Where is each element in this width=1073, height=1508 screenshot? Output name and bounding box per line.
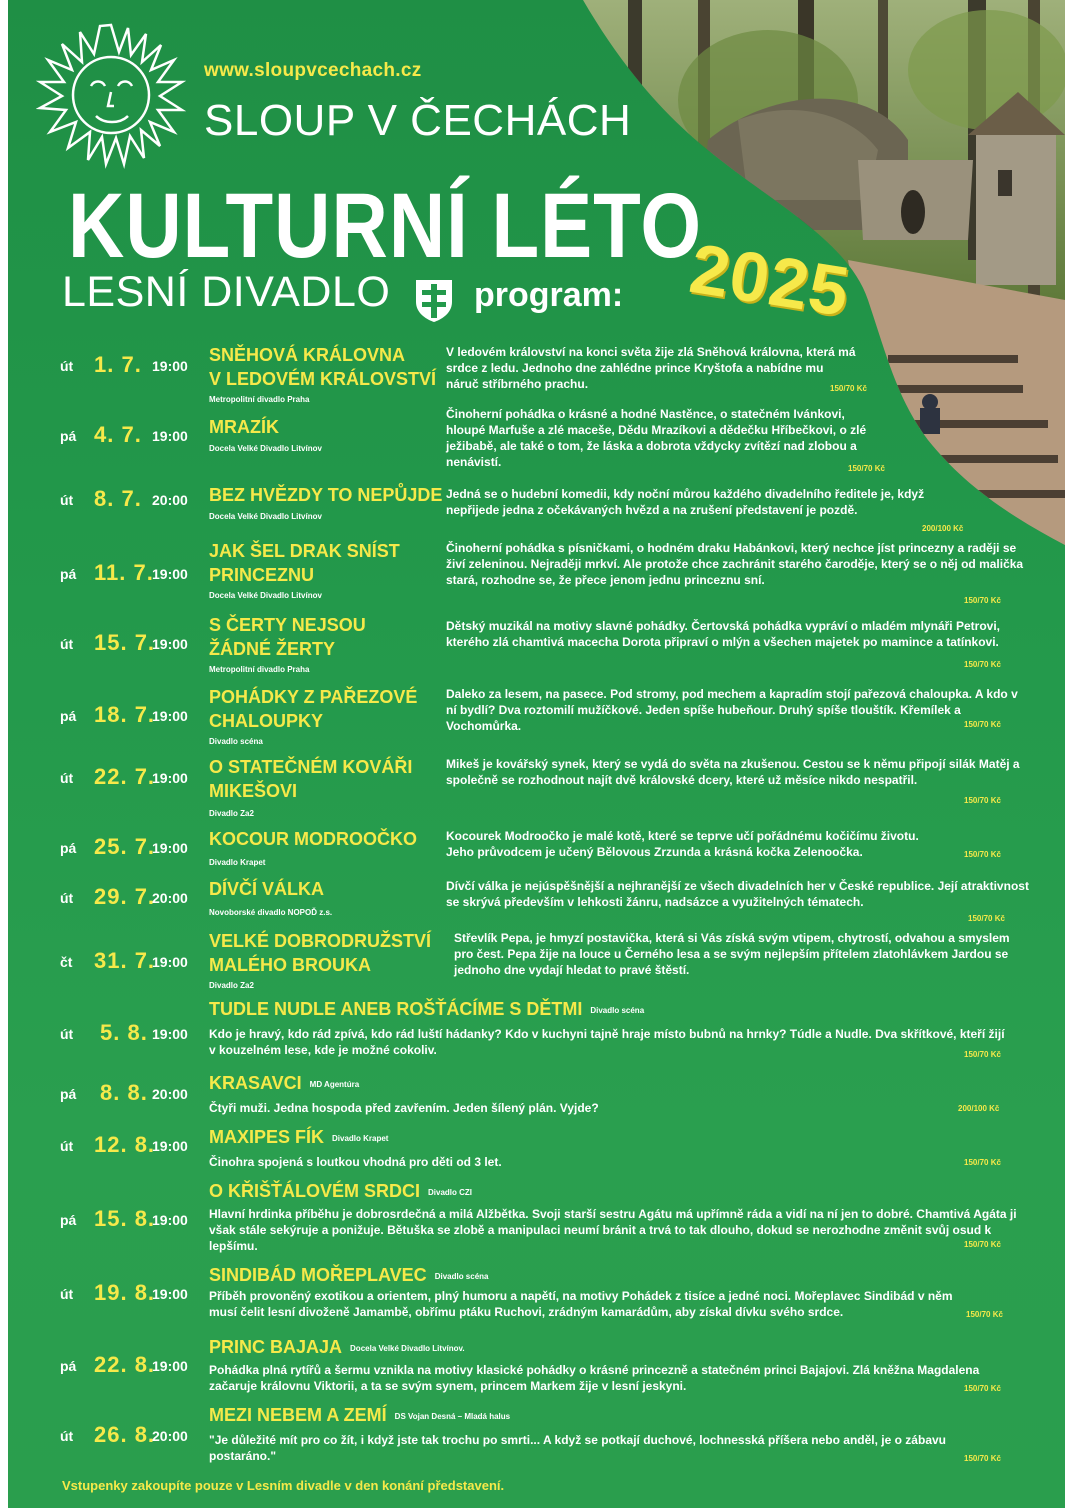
event-time: 19:00 [152, 1026, 188, 1042]
event-date: 19. 8. [94, 1280, 156, 1305]
event-description: Kocourek Modroočko je malé kotě, které se teprve učí pořádnému kočičímu životu. Jeho průvodcem je učený Bělovous Zrzunda a krásná kočka Zelenoočka. [446, 829, 919, 859]
event-day: út [60, 492, 74, 508]
event-day: pá [60, 428, 77, 444]
event-description: Mikeš je kovářský synek, který se vydá do světa na zkušenou. Cestou se k němu připojí silák Matěj a společně se rozhodnout najít dvě královské dcery, které už měsíce nikdo nespatřil. [446, 757, 1020, 787]
event-date: 11. 7. [94, 560, 154, 585]
event-time: 20:00 [152, 1428, 188, 1444]
event-date: 15. 7. [94, 630, 156, 655]
event-description: Příběh provoněný exotikou a orientem, plný humoru a napětí, na motivy Pohádek z tisíce a jedné noci. Mořeplavec Sindibád v něm musí čelit lesní divoženě Jamambě, obřímu ptáku Ruchovi, zrádným kamarádům, aby získal dívku svého srdce. [209, 1289, 953, 1319]
event-price: 200/100 Kč [958, 1104, 1000, 1113]
event-time: 19:00 [152, 954, 188, 970]
event-day: pá [60, 566, 77, 582]
event-date: 22. 7. [94, 764, 156, 789]
event-title: KRASAVCI MD Agentúra [209, 1073, 360, 1093]
event-price: 150/70 Kč [830, 384, 867, 393]
event-title: O STATEČNÉM KOVÁŘI [209, 757, 413, 777]
event-description: Jedná se o hudební komedii, kdy noční můrou každého divadelního ředitele je, když nepřijede jedna z očekávaných hvězd a na zrušení představení je pozdě. [446, 487, 925, 517]
event-day: pá [60, 1086, 77, 1102]
sun-face-icon [36, 20, 186, 170]
website-url[interactable]: www.sloupvcechach.cz [204, 60, 422, 81]
event-title: O KŘIŠŤÁLOVÉM SRDCI Divadlo CZI [209, 1181, 473, 1201]
event-date: 18. 7. [94, 702, 156, 727]
event-time: 20:00 [152, 492, 188, 508]
event-date: 8. 7. [94, 486, 142, 511]
poster [8, 0, 1065, 1508]
event-time: 19:00 [152, 1286, 188, 1302]
ticket-info-footer: Vstupenky zakoupíte pouze v Lesním divadle v den konání představení. [62, 1478, 505, 1493]
event-price: 150/70 Kč [964, 660, 1001, 669]
event-title: CHALOUPKY [209, 711, 324, 731]
event-price: 150/70 Kč [966, 1310, 1003, 1319]
event-description: Hlavní hrdinka příběhu je dobrosrdečná a milá Alžbětka. Svoji starší sestru Agátu má upřímně ráda a vidí na ní jen to dobré. Chamtivá Agáta ji však stále sekýruje a ponižuje. Bětuška se zlobě a manipulaci neumí bránit a trvá to tak dlouho, dokud se nerozhodne změnit svůj osud k lepšímu. [209, 1207, 1017, 1253]
event-price: 150/70 Kč [964, 1240, 1001, 1249]
event-company: Novoborské divadlo NOPOĎ z.s. [209, 908, 333, 917]
event-description: Pohádka plná rytířů a šermu vznikla na motivy klasické pohádky o krásné princezně a statečném princi Bajajovi. Zlá kněžna Magdalena začaruje královnu Viktorii, a ta se svým synem, princem Markem žije v lesní jeskyni. [209, 1363, 980, 1393]
event-title: MRAZÍK [209, 417, 279, 437]
page-title: KULTURNÍ LÉTO [68, 173, 703, 278]
event-day: pá [60, 1358, 77, 1374]
event-description: V ledovém království na konci světa žije zlá Sněhová královna, která má srdce z ledu. Jednoho dne zahlédne prince Kryštofa a nabídne mu náruč stříbrného prachu. [446, 345, 856, 391]
event-title: PRINCEZNU [209, 565, 315, 585]
event-price: 150/70 Kč [964, 1454, 1001, 1463]
event-price: 150/70 Kč [848, 464, 885, 473]
event-title: SNĚHOVÁ KRÁLOVNA [209, 345, 406, 365]
event-day: út [60, 1286, 74, 1302]
event-time: 19:00 [152, 1358, 188, 1374]
event-day: út [60, 1138, 74, 1154]
event-time: 19:00 [152, 636, 188, 652]
event-price: 150/70 Kč [964, 1050, 1001, 1059]
event-title: MIKEŠOVI [209, 781, 298, 801]
event-company: Divadlo Krapet [209, 858, 266, 867]
event-day: pá [60, 708, 77, 724]
event-company: Metropolitní divadlo Praha [209, 665, 310, 674]
event-time: 19:00 [152, 358, 188, 374]
event-day: út [60, 636, 74, 652]
event-date: 22. 8. [94, 1352, 156, 1377]
event-description: Kdo je hravý, kdo rád zpívá, kdo rád luští hádanky? Kdo v kuchyni tajně hraje místo bubnů na hrnky? Túdle a Nudle. Dva skřítkové, kteří žijí v kouzelném lese, kde je možné cokoliv. [209, 1027, 1005, 1057]
event-title: TUDLE NUDLE ANEB ROŠŤÁCÍME S DĚTMI Divadlo scéna [209, 999, 645, 1019]
event-day: út [60, 890, 74, 906]
event-time: 19:00 [152, 770, 188, 786]
event-day: út [60, 358, 74, 374]
event-price: 150/70 Kč [968, 914, 1005, 923]
event-title: MAXIPES FÍK Divadlo Krapet [209, 1127, 389, 1147]
year-label: 2025 [684, 228, 855, 332]
event-title: V LEDOVÉM KRÁLOVSTVÍ [209, 369, 437, 389]
event-price: 150/70 Kč [964, 850, 1001, 859]
event-company: Divadlo scéna [209, 737, 263, 746]
venue-name: LESNÍ DIVADLO [62, 268, 391, 316]
event-description: Činoherní pohádka o krásné a hodné Nastěnce, o statečném Ivánkovi, hloupé Marfuše a zlé maceše, Dědu Mrazíkovi a dědečku Hříbečkovi, o zlé ježibabě, ale také o tom, že láska a dobrota vždycky zvítězí nad zlobou a nenávistí. [446, 407, 867, 469]
event-time: 19:00 [152, 1138, 188, 1154]
town-crest-icon [410, 276, 458, 324]
event-price: 150/70 Kč [964, 720, 1001, 729]
event-title: S ČERTY NEJSOU [209, 615, 366, 635]
event-company: Divadlo Krapet [332, 1133, 389, 1143]
event-date: 26. 8. [94, 1422, 156, 1447]
event-title: MALÉHO BROUKA [209, 955, 371, 975]
event-description: Dětský muzikál na motivy slavné pohádky. Čertovská pohádka vypráví o mladém mlynáři Petrovi, kterého zlá chamtivá macecha Dorota připraví o mlýn a všechen majetek po mamince a tatínkovi. [446, 619, 1000, 649]
event-description: Střevlík Pepa, je hmyzí postavička, která si Vás získá svým vtipem, chytrostí, odvahou a smyslem pro čest. Pepa žije na louce u Černého lesa a se svým nejlepším přítelem zlatohlávkem Jardou se jednoho dne vydají hledat to pravé štěstí. [454, 931, 1010, 977]
event-price: 150/70 Kč [964, 596, 1001, 605]
place-name: SLOUP V ČECHÁCH [204, 96, 632, 145]
event-day: út [60, 1428, 74, 1444]
event-title: SINDIBÁD MOŘEPLAVEC Divadlo scéna [209, 1265, 489, 1285]
event-date: 15. 8. [94, 1206, 156, 1231]
event-description: Činoherní pohádka s písničkami, o hodném draku Habánkovi, který nechce jíst princezny a raději se živí zeleninou. Nejraději mrkví. Ale protože chce zachránit starého čaroděje, který se o něj od malička stará, rozhodne se, že přece jenom jednu princeznu sní. [446, 541, 1024, 587]
event-company: Docela Velké Divadlo Litvínov. [350, 1343, 465, 1353]
event-company: DS Vojan Desná – Mladá halus [394, 1411, 511, 1421]
event-company: MD Agentúra [309, 1079, 360, 1089]
event-date: 1. 7. [94, 352, 142, 377]
event-date: 25. 7. [94, 834, 156, 859]
event-title: DÍVČÍ VÁLKA [209, 879, 325, 899]
event-price: 150/70 Kč [964, 796, 1001, 805]
event-time: 19:00 [152, 708, 188, 724]
event-date: 8. 8. [100, 1080, 148, 1105]
program-label: program: [474, 276, 624, 314]
event-day: út [60, 770, 74, 786]
event-company: Docela Velké Divadlo Litvínov [209, 591, 322, 600]
event-company: Divadlo scéna [590, 1005, 645, 1015]
event-description: Dívčí válka je nejúspěšnější a nejhranější ze všech divadelních her v České republice. Její atraktivnost se skrývá především v lehkosti žánru, nadsázce a využitelných tématech. [446, 879, 1029, 909]
event-company: Divadlo Za2 [209, 809, 254, 818]
event-description: Daleko za lesem, na pasece. Pod stromy, pod mechem a kapradím stojí pařezová chaloupka. A kdo v ní bydlí? Dva roztomilí mužíčkové. Jeden spíše hubeňour. Druhý spíše tlouštík. Křemílek a Vochomůrka. [446, 687, 1018, 733]
event-day: čt [60, 954, 73, 970]
event-day: út [60, 1026, 74, 1042]
event-title: VELKÉ DOBRODRUŽSTVÍ [209, 931, 432, 951]
event-time: 19:00 [152, 428, 188, 444]
event-time: 19:00 [152, 566, 188, 582]
event-time: 19:00 [152, 1212, 188, 1228]
event-description: Čtyři muži. Jedna hospoda před zavřením. Jeden šílený plán. Vyjde? [209, 1101, 599, 1115]
event-title: KOCOUR MODROOČKO [209, 829, 417, 849]
event-description: "Je důležité mít pro co žít, i když jste tak trochu po smrti... A když se potkají duchové, lochnesská příšera nebo anděl, je o zábavu postaráno." [209, 1433, 946, 1463]
event-title: ŽÁDNÉ ŽERTY [209, 639, 335, 659]
event-company: Docela Velké Divadlo Litvínov [209, 444, 322, 453]
event-company: Divadlo CZI [428, 1187, 473, 1197]
event-day: pá [60, 840, 77, 856]
event-description: Činohra spojená s loutkou vhodná pro děti od 3 let. [209, 1155, 502, 1169]
event-date: 4. 7. [94, 422, 142, 447]
event-company: Metropolitní divadlo Praha [209, 395, 310, 404]
event-date: 12. 8. [94, 1132, 156, 1157]
event-time: 19:00 [152, 840, 188, 856]
event-date: 31. 7. [94, 948, 156, 973]
event-time: 20:00 [152, 1086, 188, 1102]
event-date: 29. 7. [94, 884, 156, 909]
event-price: 200/100 Kč [922, 524, 964, 533]
event-title: BEZ HVĚZDY TO NEPŮJDE [209, 485, 443, 505]
event-price: 150/70 Kč [964, 1384, 1001, 1393]
event-price: 150/70 Kč [964, 1158, 1001, 1167]
event-title: MEZI NEBEM A ZEMÍ DS Vojan Desná – Mladá halus [209, 1405, 511, 1425]
event-title: POHÁDKY Z PAŘEZOVÉ [209, 687, 418, 707]
event-company: Divadlo Za2 [209, 981, 254, 990]
event-company: Divadlo scéna [434, 1271, 489, 1281]
event-time: 20:00 [152, 890, 188, 906]
event-company: Docela Velké Divadlo Litvínov [209, 512, 322, 521]
event-date: 5. 8. [100, 1020, 148, 1045]
event-day: pá [60, 1212, 77, 1228]
event-title: JAK ŠEL DRAK SNÍST [209, 541, 400, 561]
event-title: PRINC BAJAJA Docela Velké Divadlo Litvínov. [209, 1337, 465, 1357]
